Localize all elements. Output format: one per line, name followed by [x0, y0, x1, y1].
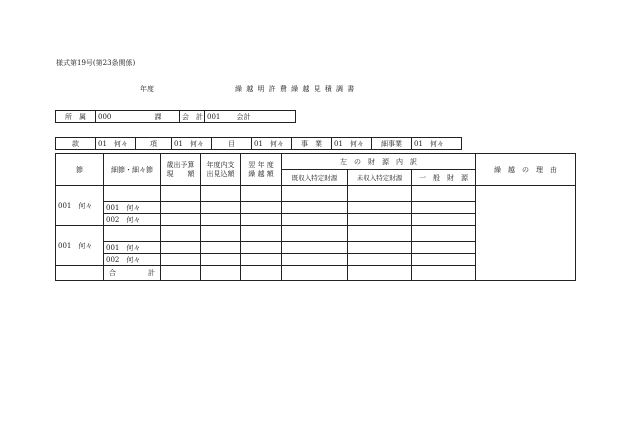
- fiscal-year-label: 年度: [140, 85, 154, 93]
- setsu-cell: 001 何々: [56, 226, 104, 266]
- data-cell[interactable]: [412, 186, 476, 202]
- moku-value: 01 何々: [252, 138, 292, 150]
- total-cell[interactable]: [282, 266, 348, 281]
- col-setsu: 節: [56, 154, 104, 186]
- document-title: 繰 越 明 許 費 繰 越 見 積 調 書: [235, 85, 356, 93]
- col-riyu: 繰 越 の 理 由: [476, 154, 576, 186]
- data-cell[interactable]: [348, 226, 412, 242]
- data-cell[interactable]: [412, 254, 476, 266]
- data-cell[interactable]: [201, 214, 241, 226]
- data-cell[interactable]: [241, 226, 282, 242]
- data-cell[interactable]: [348, 186, 412, 202]
- saijigyo-value: 01 何々: [412, 138, 462, 150]
- data-cell[interactable]: [201, 186, 241, 202]
- col-yokunendo: 翌 年 度 繰 越 額: [241, 154, 282, 186]
- saisetsu-blank: [104, 226, 161, 242]
- affiliation-code: 000: [96, 111, 153, 123]
- kaikei-label: 会 計: [180, 111, 205, 123]
- affiliation-table: [55, 110, 296, 123]
- data-cell[interactable]: [282, 254, 348, 266]
- kan-value: 01 何々: [96, 138, 136, 150]
- data-cell[interactable]: [241, 242, 282, 254]
- data-cell[interactable]: [282, 214, 348, 226]
- data-cell[interactable]: [412, 202, 476, 214]
- data-cell[interactable]: [161, 202, 201, 214]
- carryover-estimate-table: [55, 153, 576, 281]
- affiliation-label: 所 属: [56, 111, 96, 123]
- total-cell[interactable]: [241, 266, 282, 281]
- data-cell[interactable]: [201, 254, 241, 266]
- form-number: 様式第19号(第23条関係): [56, 59, 136, 67]
- data-cell[interactable]: [348, 202, 412, 214]
- data-cell[interactable]: [201, 242, 241, 254]
- col-saishutsu: 歳出予算 現 額: [161, 154, 201, 186]
- kou-value: 01 何々: [172, 138, 212, 150]
- setsu-cell: 001 何々: [56, 186, 104, 226]
- col-kishuu: 既収入特定財源: [282, 170, 348, 186]
- data-cell[interactable]: [161, 242, 201, 254]
- saisetsu-cell: 001 何々: [104, 202, 161, 214]
- data-cell[interactable]: [241, 254, 282, 266]
- budget-classification-table: [55, 137, 462, 150]
- kaikei-code: 001: [205, 111, 229, 123]
- data-cell[interactable]: [161, 214, 201, 226]
- data-cell[interactable]: [241, 186, 282, 202]
- data-cell[interactable]: [282, 226, 348, 242]
- data-cell[interactable]: [241, 214, 282, 226]
- moku-label: 目: [212, 138, 252, 150]
- total-cell[interactable]: [201, 266, 241, 281]
- saisetsu-cell: 002 何々: [104, 254, 161, 266]
- data-cell[interactable]: [412, 226, 476, 242]
- total-label: 合 計: [104, 266, 161, 281]
- data-cell[interactable]: [241, 202, 282, 214]
- total-cell[interactable]: [348, 266, 412, 281]
- total-cell[interactable]: [412, 266, 476, 281]
- kaikei-name: 会計: [229, 111, 296, 123]
- kan-label: 款: [56, 138, 96, 150]
- total-cell[interactable]: [161, 266, 201, 281]
- col-nendonai: 年度内支 出見込額: [201, 154, 241, 186]
- data-cell[interactable]: [161, 226, 201, 242]
- data-cell[interactable]: [282, 242, 348, 254]
- affiliation-unit: 課: [153, 111, 180, 123]
- col-ippan: 一 般 財 源: [412, 170, 476, 186]
- saisetsu-blank: [104, 186, 161, 202]
- data-cell[interactable]: [161, 254, 201, 266]
- kou-label: 項: [136, 138, 172, 150]
- saijigyo-label: 細事業: [372, 138, 412, 150]
- data-cell[interactable]: [412, 242, 476, 254]
- col-zaigen: 左 の 財 源 内 訳: [282, 154, 476, 170]
- data-cell[interactable]: [282, 186, 348, 202]
- data-cell[interactable]: [348, 254, 412, 266]
- jigyo-label: 事 業: [292, 138, 332, 150]
- data-cell[interactable]: [201, 202, 241, 214]
- col-saisetsu: 細節・細々節: [104, 154, 161, 186]
- saisetsu-cell: 002 何々: [104, 214, 161, 226]
- saisetsu-cell: 001 何々: [104, 242, 161, 254]
- jigyo-value: 01 何々: [332, 138, 372, 150]
- reason-cell[interactable]: [476, 186, 576, 281]
- data-cell[interactable]: [348, 242, 412, 254]
- data-cell[interactable]: [282, 202, 348, 214]
- data-cell[interactable]: [161, 186, 201, 202]
- data-cell[interactable]: [201, 226, 241, 242]
- col-mishuu: 未収入特定財源: [348, 170, 412, 186]
- total-blank: [56, 266, 104, 281]
- data-cell[interactable]: [412, 214, 476, 226]
- data-cell[interactable]: [348, 214, 412, 226]
